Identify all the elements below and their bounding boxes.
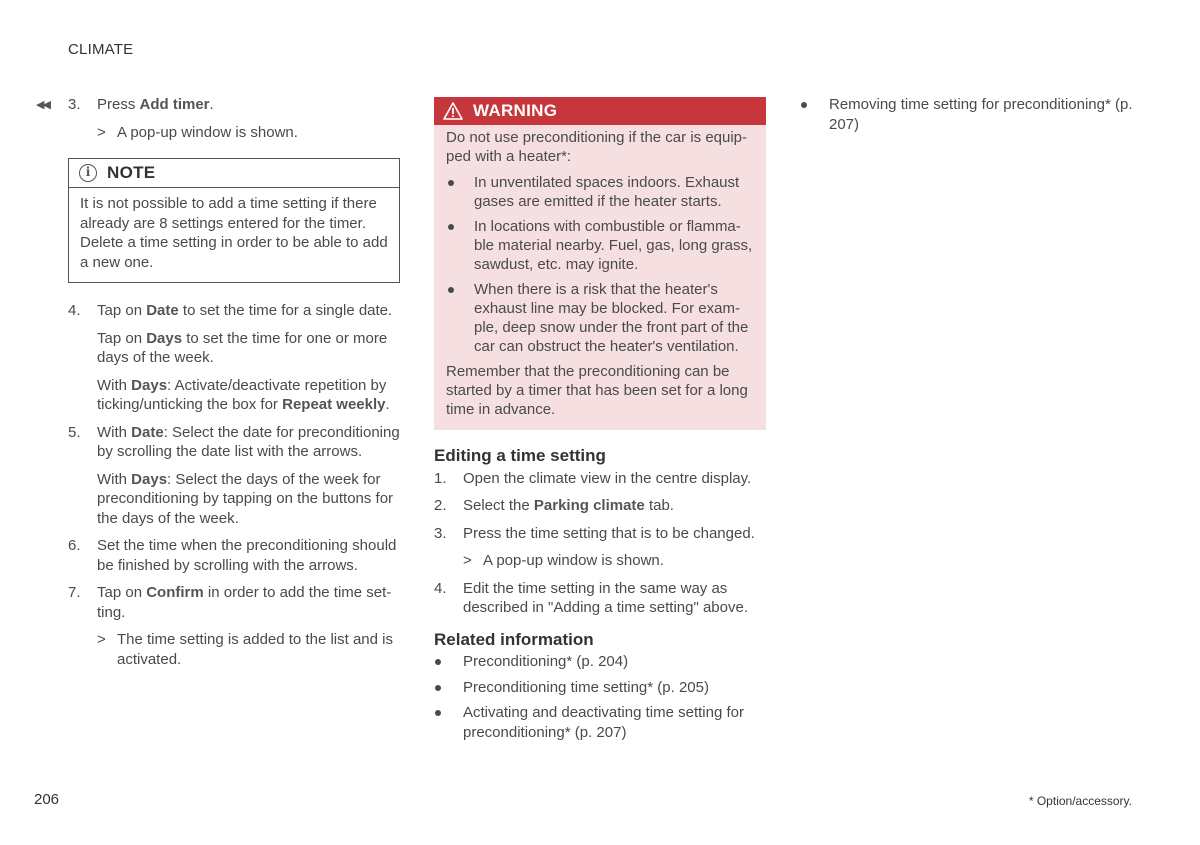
column-middle [434,97,766,748]
related-list-continued [800,95,1140,134]
step-text: With [97,470,132,488]
footnote: * Option/accessory. [1028,794,1132,808]
result-arrow-icon: > [97,123,106,141]
step-text: : Select the days of the week for preconditioning by tapping on the buttons for the days of the week. [97,470,394,527]
column-right [800,95,1140,140]
ui-term: Add timer [139,96,210,113]
list-item: In unventilated spaces indoors. Exhaust gases are emitted if the heater starts. [446,173,754,211]
step-3 [68,95,403,142]
step-text: . [209,96,214,113]
step-text: With [97,376,132,394]
step-number: 6. [68,537,81,554]
step-text: Open the climate view in the centre display. [463,469,752,487]
ui-term: Days [131,376,168,394]
step-text: With [97,423,132,441]
warning-box [434,97,766,430]
warning-intro: Do not use preconditioning if the car is equipped with a heater*: [446,129,748,165]
double-left-arrow-icon: ◀◀ [36,99,49,111]
result-text: The time setting is added to the list and is activated. [117,631,393,668]
editing-steps [434,469,766,618]
ui-term: Date [146,302,179,319]
ui-term: Parking climate [533,497,645,514]
step-result [463,551,766,571]
result-arrow-icon: > [463,552,472,569]
step-7 [68,583,403,669]
step-number: 5. [68,423,81,441]
step-4 [68,301,403,415]
ui-term: Days [146,329,183,347]
related-list [434,652,766,742]
page-number: 206 [34,791,60,808]
step-6 [68,536,403,575]
step-text: to set the time for one or more days of the week. [97,329,388,366]
ui-term: Days [131,470,168,488]
warning-bullets [446,173,754,356]
step-number: 3. [68,96,81,113]
step-number: 1. [434,469,447,487]
step-text: Edit the time setting in the same way as described in "Adding a time setting" above. [463,579,748,616]
warning-body [434,125,766,430]
step-text: Set the time when the preconditioning should be finished by scrolling with the arrows. [97,537,397,574]
step-text: to set the time for a single date. [178,302,393,319]
step-text: Press [97,96,140,113]
result-arrow-icon: > [97,631,106,648]
step-text: in order to add the time setting. [97,584,392,621]
related-link[interactable]: Preconditioning time setting* (p. 205) [434,678,766,698]
warning-outro: Remember that the preconditioning can be started by a timer that has been set for a long time in advance. [446,363,748,418]
step-text: : Select the date for preconditioning by scrolling the date list with the arrows. [97,423,400,460]
step-text: Tap on [97,302,147,319]
edit-step-2 [434,496,766,516]
step-number: 3. [434,524,447,542]
related-heading: Related information [434,629,594,649]
step-text: tab. [644,497,674,514]
step-number: 2. [434,497,447,514]
step-5 [68,423,403,529]
warning-triangle-icon [443,102,463,120]
step-number: 7. [68,584,81,601]
step-text: Tap on [97,329,147,347]
note-text: It is not possible to add a time setting if there already are 8 settings entered for the timer. Delete a time setting in order to be able to add a new one. [80,195,388,271]
step-number: 4. [434,579,447,597]
edit-step-1 [434,469,766,489]
step-result [97,123,403,143]
related-link[interactable]: Activating and deactivating time setting for preconditioning* (p. 207) [434,703,766,742]
step-text: Press the time setting that is to be changed. [463,524,755,542]
ui-term: Confirm [146,584,204,601]
step-text: Tap on [97,584,147,601]
editing-heading: Editing a time setting [434,446,606,465]
edit-step-3 [434,524,766,571]
warning-title: WARNING [473,101,558,121]
note-title: NOTE [107,163,156,183]
step-number: 4. [68,302,81,319]
warning-header [434,97,766,125]
step-text: . [385,396,390,413]
result-text: A pop-up window is shown. [483,552,664,569]
section-title: CLIMATE [68,41,134,58]
related-link[interactable]: Preconditioning* (p. 204) [434,652,766,672]
ui-term: Date [131,423,164,441]
edit-step-4 [434,579,766,618]
note-box [68,158,400,283]
info-icon: i [79,164,97,182]
result-text: A pop-up window is shown. [117,123,298,141]
step-result [97,630,403,669]
step-text: Select the [463,497,534,514]
list-item: When there is a risk that the heater's exhaust line may be blocked. For example, deep snow under the front part of the car can obstruct the heater's ventilation. [446,280,754,356]
note-header [69,159,399,188]
list-item: In locations with combustible or flammable material nearby. Fuel, gas, long grass, sawdust, etc. may ignite. [446,217,754,274]
column-left [68,95,403,677]
step-text: : Activate/deactivate repetition by ticking/unticking the box for [97,376,387,413]
related-link[interactable]: Removing time setting for preconditioning* (p. 207) [800,95,1140,134]
ui-term: Repeat weekly [282,396,386,413]
